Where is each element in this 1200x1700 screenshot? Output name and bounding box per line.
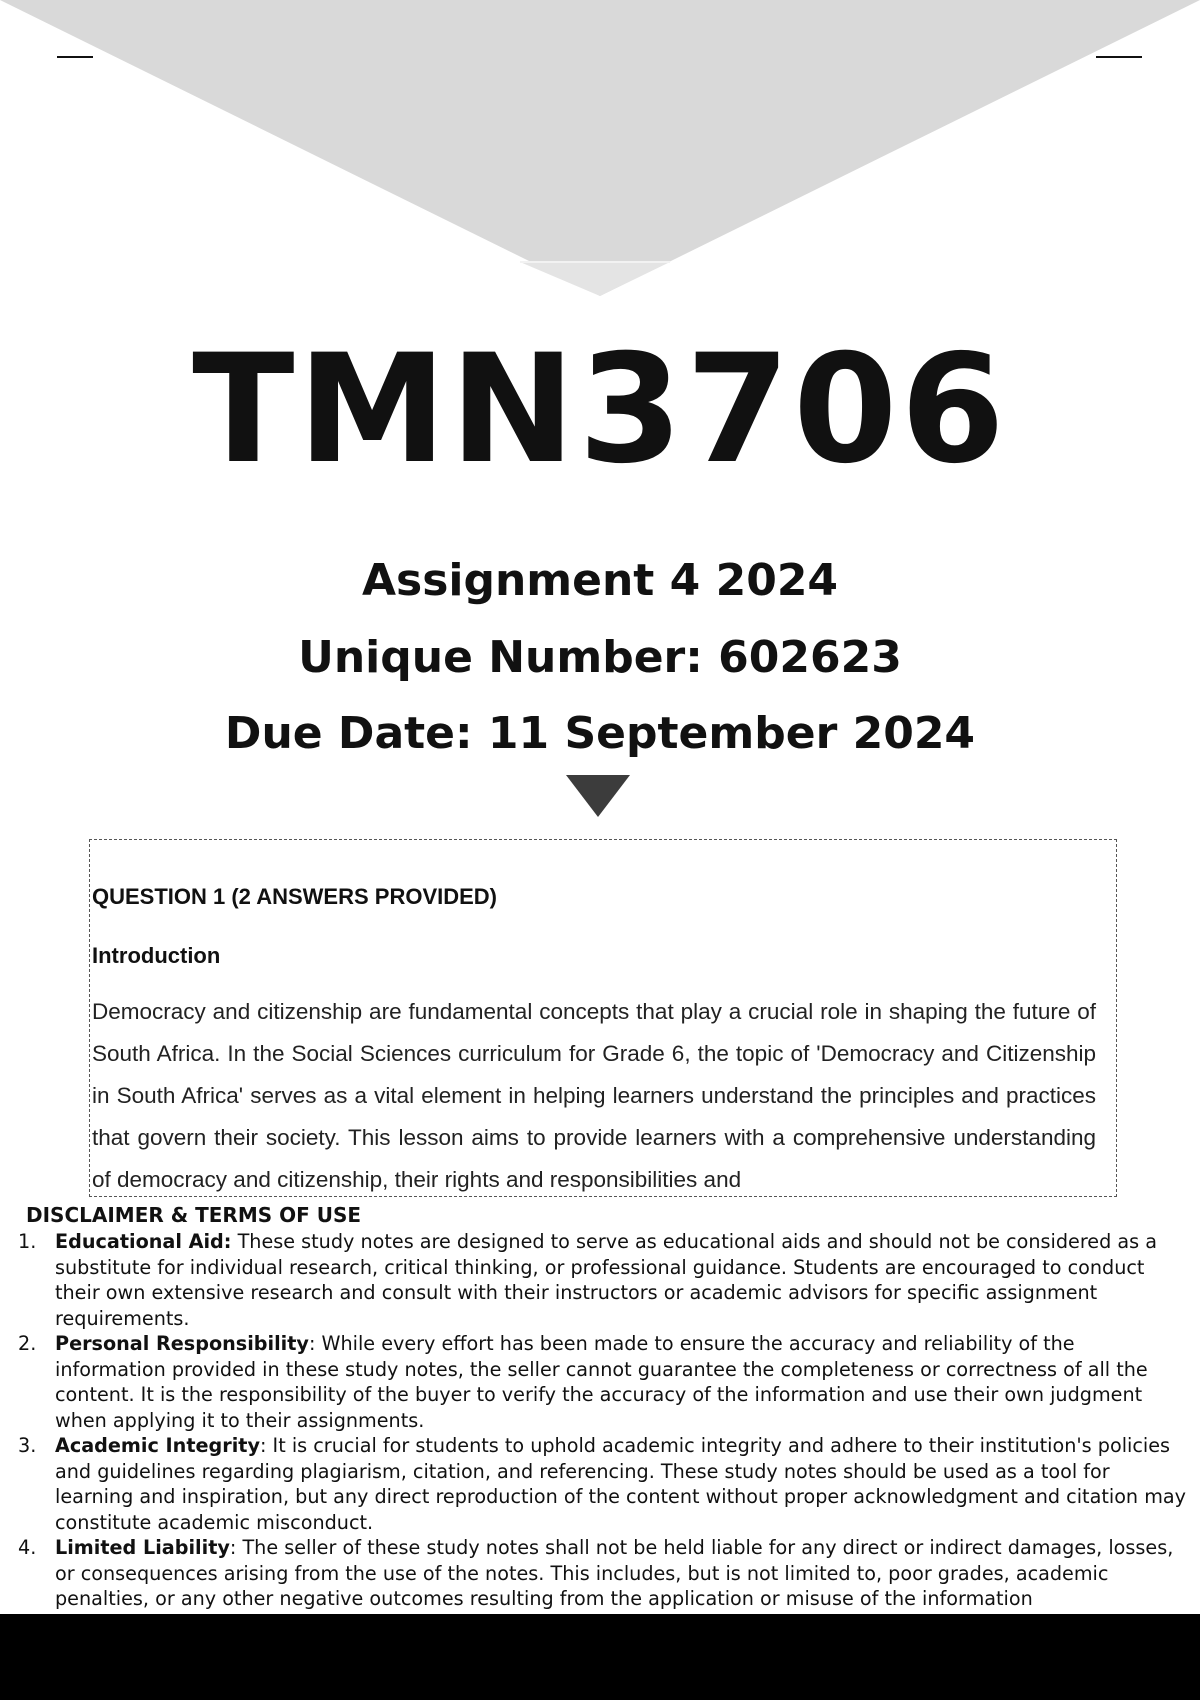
corner-mark-right (1096, 56, 1142, 58)
terms-list (0, 1229, 1190, 1612)
terms-item-number: 1. (18, 1230, 37, 1253)
terms-item (0, 1229, 1190, 1331)
question-title: QUESTION 1 (2 ANSWERS PROVIDED) (92, 884, 498, 909)
terms-item-text: : The seller of these study notes shall not be held liable for any direct or indirect damages, losses, or consequences arising from the use of the notes. This includes, but is not limited to, poor grades, academic penalties, or any other negative outcomes resulting from the application or misuse of the information (55, 1536, 1174, 1610)
terms-item (0, 1535, 1190, 1612)
corner-mark-left (57, 56, 93, 58)
top-chevron-decoration (0, 0, 1200, 300)
answer-preview-box (89, 839, 1117, 1197)
terms-item-label: Personal Responsibility (55, 1332, 309, 1355)
terms-item-label: Limited Liability (55, 1536, 230, 1559)
terms-item (0, 1331, 1190, 1433)
unique-number-label: Unique Number: 602623 (298, 632, 902, 683)
terms-item-text: These study notes are designed to serve as educational aids and should not be considered as a substitute for individual research, critical thinking, or professional guidance. Students are encouraged to conduct their own extensive research and consult with their instructors or academic advisors for specific assignment requirements. (55, 1230, 1157, 1330)
disclaimer-title: DISCLAIMER & TERMS OF USE (26, 1203, 362, 1227)
assignment-label: Assignment 4 2024 (361, 555, 839, 606)
introduction-paragraph: Democracy and citizenship are fundamental concepts that play a crucial role in shaping the future of South Africa. In the Social Sciences curriculum for Grade 6, the topic of 'Democracy and Citizenship in South Africa' serves as a vital element in helping learners understand the principles and practices that govern their society. This lesson aims to provide learners with a comprehensive understanding of democracy and citizenship, their rights and responsibilities and (92, 999, 1096, 1192)
terms-item-text: : It is crucial for students to uphold academic integrity and adhere to their institution's policies and guidelines regarding plagiarism, citation, and referencing. These study notes should be used as a tool for learning and inspiration, but any direct reproduction of the content without proper acknowledgment and citation may constitute academic misconduct. (55, 1434, 1186, 1534)
terms-item-number: 4. (18, 1536, 37, 1559)
bottom-black-bar (0, 1614, 1200, 1700)
terms-item-label: Educational Aid: (55, 1230, 232, 1253)
terms-item-number: 2. (18, 1332, 37, 1355)
due-date-label: Due Date: 11 September 2024 (224, 708, 976, 759)
terms-item-label: Academic Integrity (55, 1434, 260, 1457)
course-code-title: TMN3706 (192, 323, 1008, 497)
down-triangle-icon (566, 775, 630, 817)
introduction-heading: Introduction (92, 943, 221, 968)
terms-item (0, 1433, 1190, 1535)
terms-item-text: : While every effort has been made to ensure the accuracy and reliability of the information provided in these study notes, the seller cannot guarantee the completeness or correctness of all the content. It is the responsibility of the buyer to verify the accuracy of the information and use their own judgment when applying it to their assignments. (55, 1332, 1148, 1432)
terms-item-number: 3. (18, 1434, 37, 1457)
